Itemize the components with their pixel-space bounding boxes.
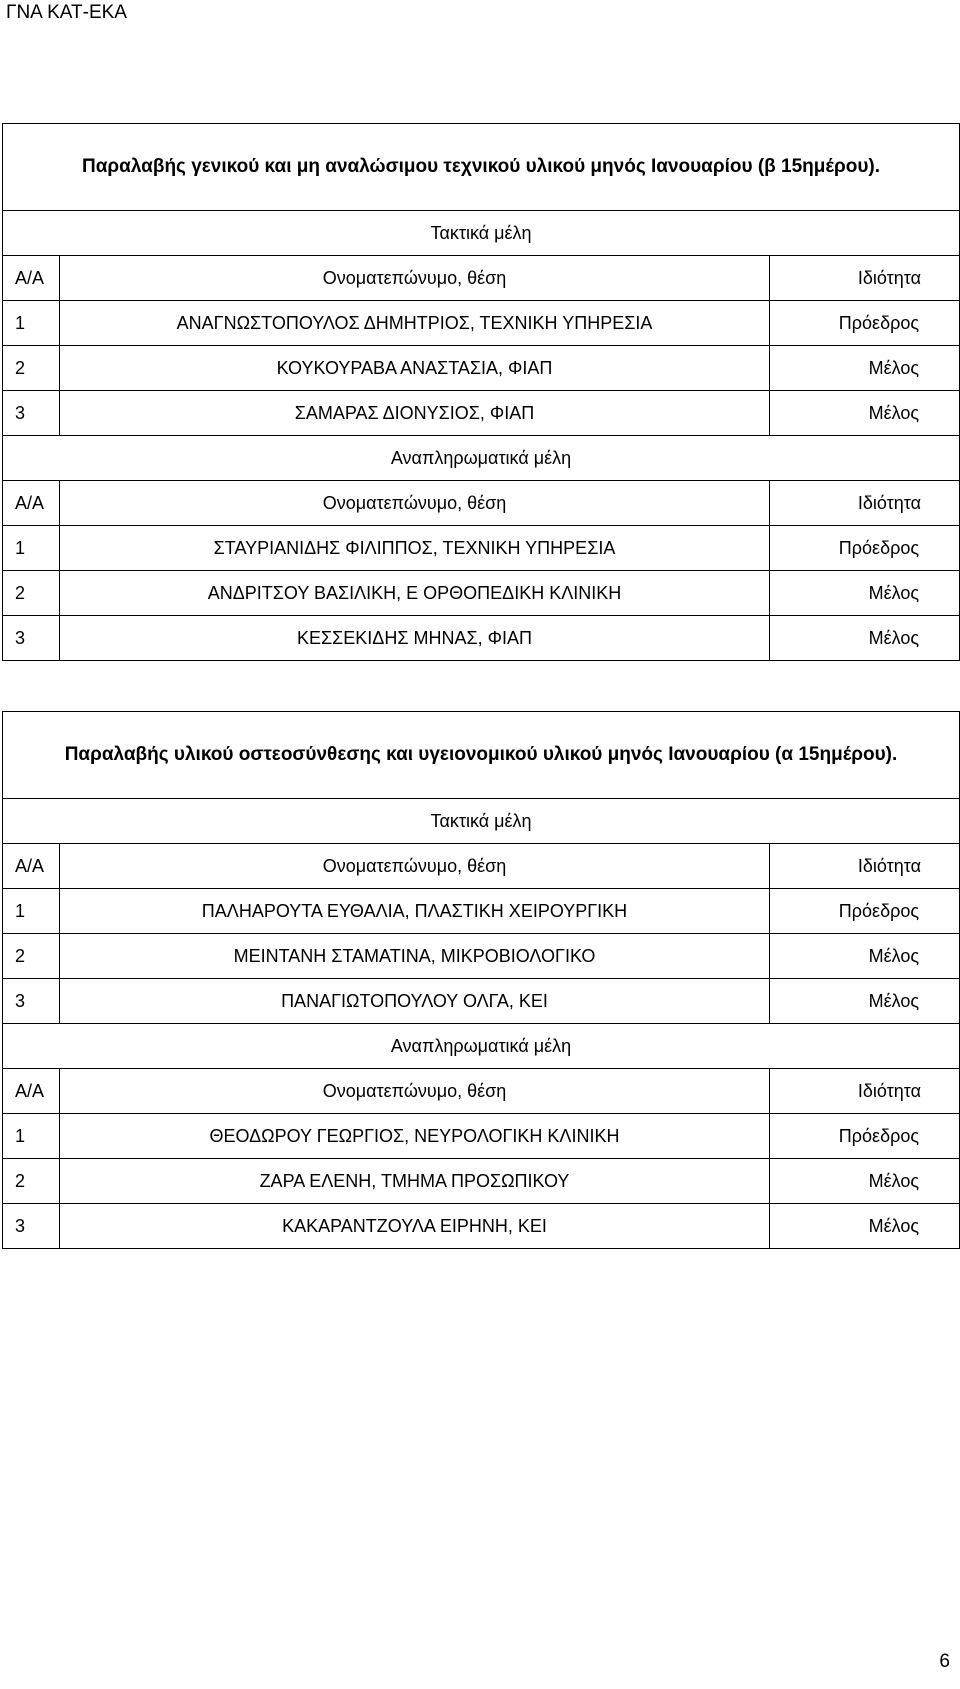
member-name: ΑΝΑΓΝΩΣΤΟΠΟΥΛΟΣ ΔΗΜΗΤΡΙΟΣ, ΤΕΧΝΙΚΗ ΥΠΗΡΕΣΙΑ [60,301,770,346]
column-header-role: Ιδιότητα [770,481,960,526]
member-name: ΠΑΛΗΑΡΟΥΤΑ ΕΥΘΑΛΙΑ, ΠΛΑΣΤΙΚΗ ΧΕΙΡΟΥΡΓΙΚΗ [60,889,770,934]
table-row [3,1204,960,1249]
section-row [3,799,960,844]
column-header-name: Ονοματεπώνυμο, θέση [60,1069,770,1114]
table-row [3,346,960,391]
table-row [3,934,960,979]
member-name: ΜΕΙΝΤΑΝΗ ΣΤΑΜΑΤΙΝΑ, ΜΙΚΡΟΒΙΟΛΟΓΙΚΟ [60,934,770,979]
member-role: Μέλος [770,934,960,979]
alternate-members-label: Αναπληρωματικά μέλη [3,1024,960,1069]
column-header-num: Α/Α [3,481,60,526]
member-num: 3 [3,616,60,661]
member-num: 1 [3,526,60,571]
table-row [3,1114,960,1159]
column-header-row [3,256,960,301]
section-row [3,436,960,481]
member-name: ΚΑΚΑΡΑΝΤΖΟΥΛΑ ΕΙΡΗΝΗ, ΚΕΙ [60,1204,770,1249]
section-row [3,1024,960,1069]
column-header-role: Ιδιότητα [770,256,960,301]
member-role: Πρόεδρος [770,1114,960,1159]
member-num: 2 [3,1159,60,1204]
member-role: Μέλος [770,979,960,1024]
member-name: ΚΕΣΣΕΚΙΔΗΣ ΜΗΝΑΣ, ΦΙΑΠ [60,616,770,661]
member-role: Μέλος [770,1159,960,1204]
column-header-num: Α/Α [3,256,60,301]
table-row [3,889,960,934]
table-row [3,1159,960,1204]
committee-title: Παραλαβής γενικού και μη αναλώσιμου τεχνικού υλικού μηνός Ιανουαρίου (β 15ημέρου). [3,124,960,211]
member-name: ΚΟΥΚΟΥΡΑΒΑ ΑΝΑΣΤΑΣΙΑ, ΦΙΑΠ [60,346,770,391]
table-row [3,391,960,436]
column-header-name: Ονοματεπώνυμο, θέση [60,481,770,526]
member-num: 1 [3,1114,60,1159]
document-header: ΓΝΑ ΚΑΤ-ΕΚΑ [6,2,127,23]
committee-title: Παραλαβής υλικού οστεοσύνθεσης και υγειονομικού υλικού μηνός Ιανουαρίου (α 15ημέρου). [3,712,960,799]
page-number: 6 [939,1651,950,1672]
column-header-row [3,1069,960,1114]
regular-members-label: Τακτικά μέλη [3,211,960,256]
committee-title-row [3,712,960,799]
column-header-num: Α/Α [3,1069,60,1114]
table-row [3,616,960,661]
table-row [3,979,960,1024]
member-role: Μέλος [770,391,960,436]
table-row [3,301,960,346]
regular-members-label: Τακτικά μέλη [3,799,960,844]
member-name: ΖΑΡΑ ΕΛΕΝΗ, ΤΜΗΜΑ ΠΡΟΣΩΠΙΚΟΥ [60,1159,770,1204]
member-name: ΣΑΜΑΡΑΣ ΔΙΟΝΥΣΙΟΣ, ΦΙΑΠ [60,391,770,436]
alternate-members-label: Αναπληρωματικά μέλη [3,436,960,481]
column-header-name: Ονοματεπώνυμο, θέση [60,844,770,889]
member-name: ΣΤΑΥΡΙΑΝΙΔΗΣ ΦΙΛΙΠΠΟΣ, ΤΕΧΝΙΚΗ ΥΠΗΡΕΣΙΑ [60,526,770,571]
column-header-role: Ιδιότητα [770,844,960,889]
member-num: 3 [3,391,60,436]
committee-table-1 [2,123,960,661]
member-num: 2 [3,934,60,979]
member-num: 3 [3,979,60,1024]
column-header-row [3,844,960,889]
member-role: Πρόεδρος [770,889,960,934]
member-num: 3 [3,1204,60,1249]
member-num: 2 [3,346,60,391]
column-header-name: Ονοματεπώνυμο, θέση [60,256,770,301]
member-name: ΘΕΟΔΩΡΟΥ ΓΕΩΡΓΙΟΣ, ΝΕΥΡΟΛΟΓΙΚΗ ΚΛΙΝΙΚΗ [60,1114,770,1159]
member-role: Μέλος [770,1204,960,1249]
member-role: Πρόεδρος [770,301,960,346]
member-name: ΠΑΝΑΓΙΩΤΟΠΟΥΛΟΥ ΟΛΓΑ, ΚΕΙ [60,979,770,1024]
committee-table-2 [2,711,960,1249]
section-row [3,211,960,256]
column-header-role: Ιδιότητα [770,1069,960,1114]
member-role: Μέλος [770,571,960,616]
member-role: Μέλος [770,346,960,391]
member-name: ΑΝΔΡΙΤΣΟΥ ΒΑΣΙΛΙΚΗ, Ε ΟΡΘΟΠΕΔΙΚΗ ΚΛΙΝΙΚΗ [60,571,770,616]
member-num: 1 [3,301,60,346]
member-num: 1 [3,889,60,934]
member-role: Μέλος [770,616,960,661]
member-num: 2 [3,571,60,616]
committee-title-row [3,124,960,211]
column-header-row [3,481,960,526]
member-role: Πρόεδρος [770,526,960,571]
column-header-num: Α/Α [3,844,60,889]
table-row [3,571,960,616]
table-row [3,526,960,571]
